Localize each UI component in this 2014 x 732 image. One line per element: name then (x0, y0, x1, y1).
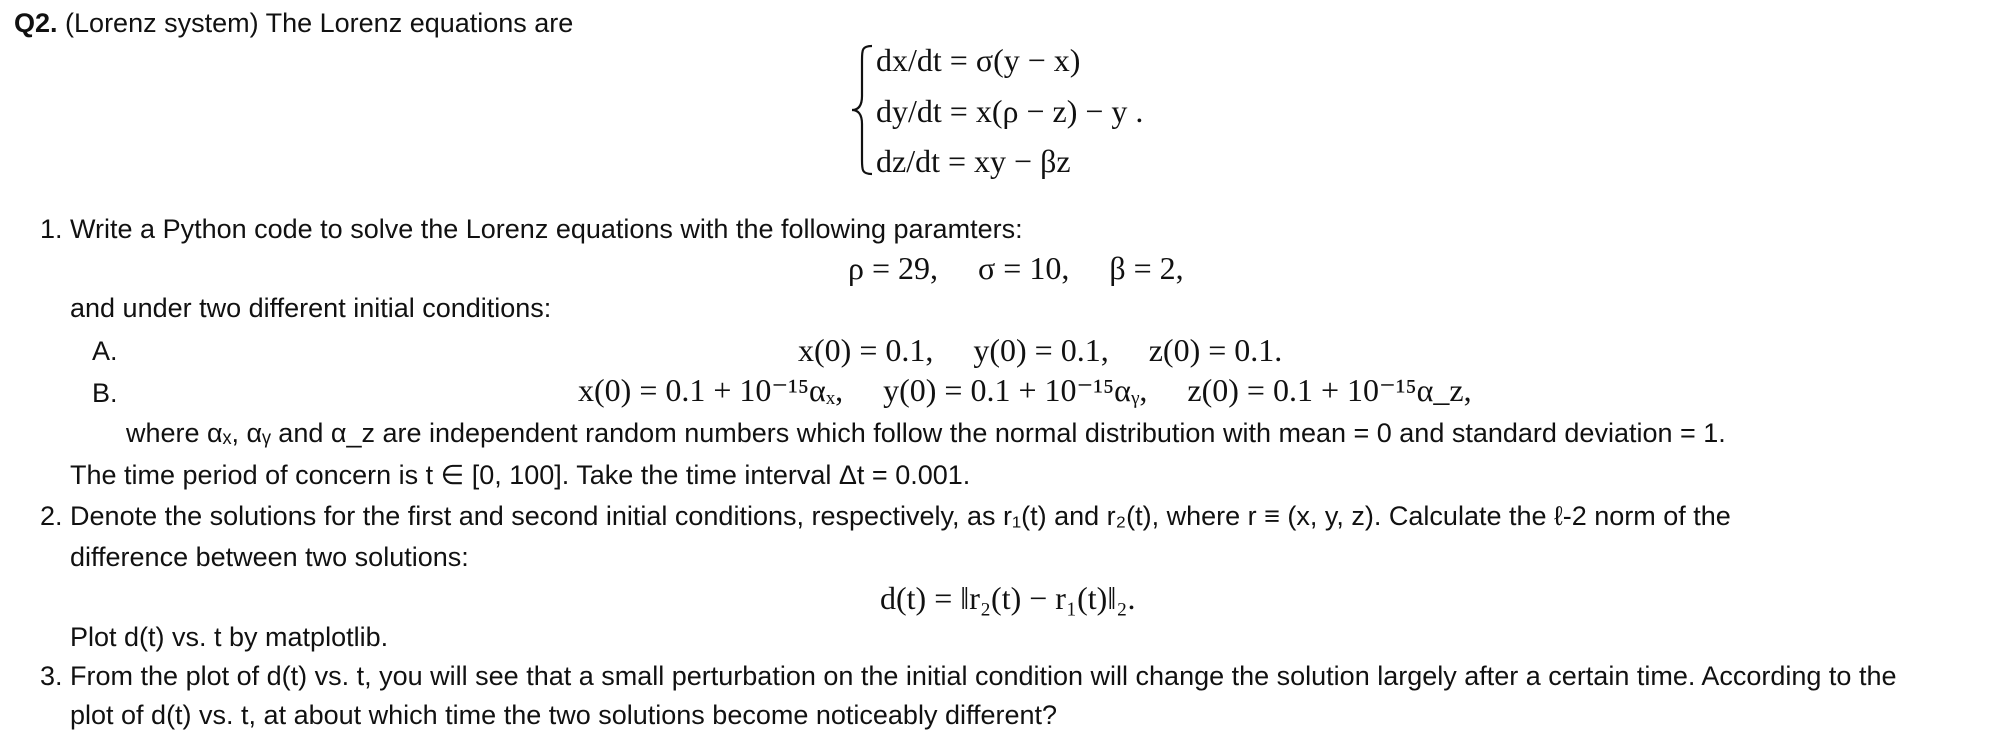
part2-text-line1: Denote the solutions for the first and second initial conditions, respectively, as r₁(t) and r₂(t), where r ≡ (x, y, z). Calculate the ℓ-2 norm of the (70, 501, 1731, 531)
part3-text-line1: From the plot of d(t) vs. t, you will see that a small perturbation on the initial condition will change the solution largely after a certain time. According to the (70, 661, 1897, 691)
question-header (14, 10, 573, 37)
question-label: Q2. (14, 8, 58, 38)
part2-line1 (40, 503, 1731, 530)
equation-1 (876, 44, 1080, 76)
case-a-conditions (798, 334, 1282, 366)
part1-intro-text: Write a Python code to solve the Lorenz equations with the following paramters: (70, 214, 1023, 244)
eq3-lhs: dz/dt (876, 143, 940, 179)
equation-2 (876, 95, 1143, 127)
case-a-label: A. (92, 336, 118, 366)
params-text: ρ = 29, σ = 10, β = 2, (848, 250, 1184, 286)
question-title: (Lorenz system) The Lorenz equations are (65, 8, 574, 38)
part3-line1 (40, 663, 1896, 690)
distance-equation: d(t) = ‖r₂(t) − r₁(t)‖₂. (880, 580, 1136, 616)
eq2-lhs: dy/dt (876, 93, 942, 129)
part2-number: 2. (40, 501, 63, 531)
conditions-intro: and under two different initial conditions: (70, 293, 552, 323)
part2-line2: difference between two solutions: (70, 542, 469, 572)
case-b-label: B. (92, 378, 118, 408)
eq2-rhs: = x(ρ − z) − y . (949, 93, 1144, 129)
part3-number: 3. (40, 661, 63, 691)
case-b-text: x(0) = 0.1 + 10⁻¹⁵αₓ, y(0) = 0.1 + 10⁻¹⁵αᵧ, z(0) = 0.1 + 10⁻¹⁵α_z, (578, 372, 1472, 408)
case-b-conditions (578, 374, 1472, 406)
part1-number: 1. (40, 214, 63, 244)
left-brace (850, 44, 876, 176)
case-a-text: x(0) = 0.1, y(0) = 0.1, z(0) = 0.1. (798, 332, 1283, 368)
part1-intro (40, 216, 1023, 243)
eq1-lhs: dx/dt (876, 42, 942, 78)
eq3-rhs: = xy − βz (947, 143, 1071, 179)
part1-params (848, 252, 1184, 284)
where-line: where αₓ, αᵧ and α_z are independent random numbers which follow the normal distribution with mean = 0 and standard deviation = 1. (126, 418, 1726, 448)
equation-3 (876, 145, 1071, 177)
plot-instruction: Plot d(t) vs. t by matplotlib. (70, 622, 389, 652)
time-line: The time period of concern is t ∈ [0, 100]. Take the time interval Δt = 0.001. (70, 460, 971, 490)
part3-line2: plot of d(t) vs. t, at about which time the two solutions become noticeably different? (70, 700, 1058, 730)
eq1-rhs: = σ(y − x) (949, 42, 1081, 78)
